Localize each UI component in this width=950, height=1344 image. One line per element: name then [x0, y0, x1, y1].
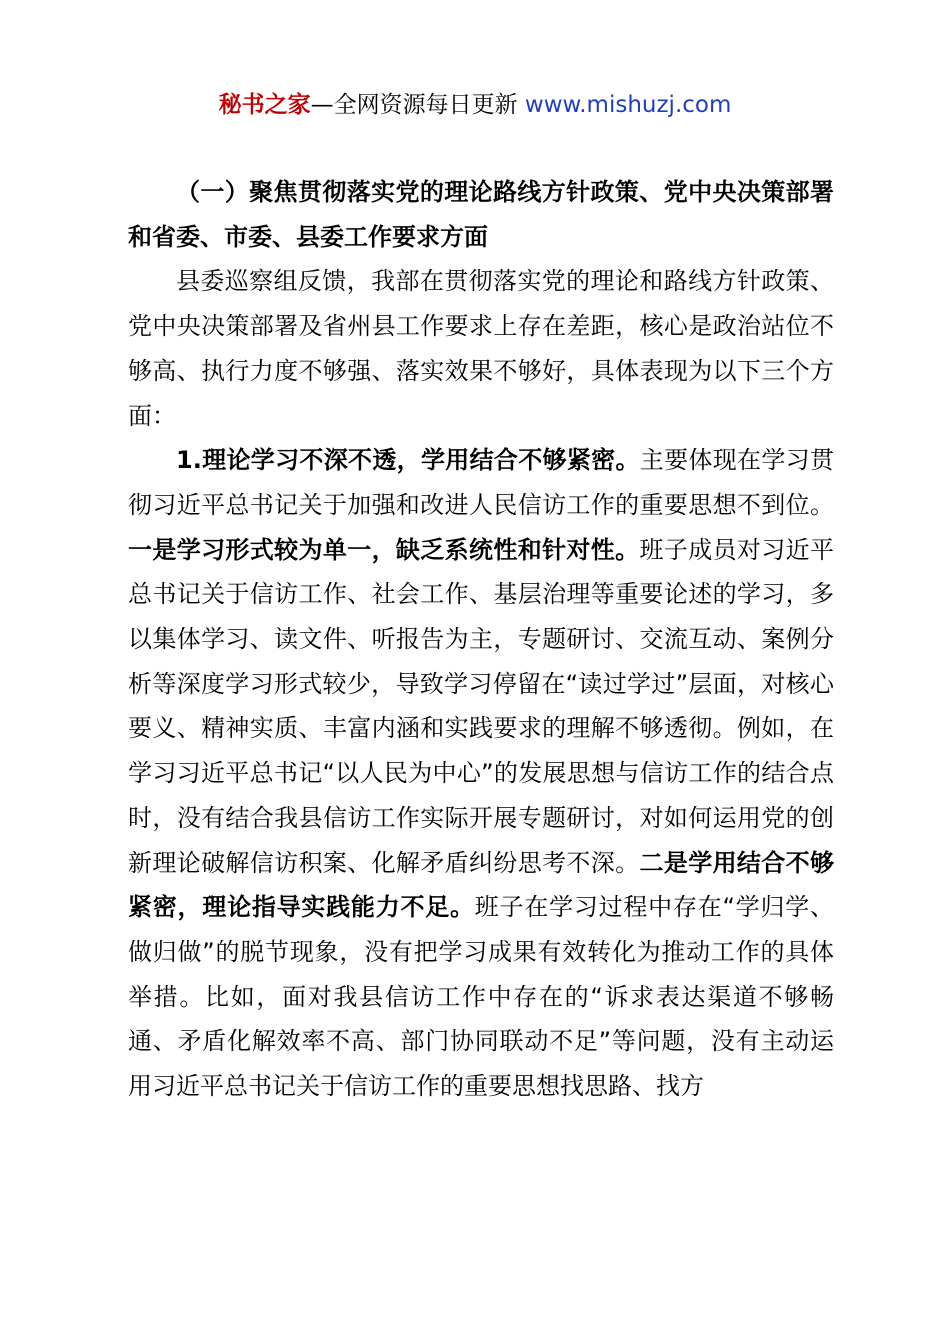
sub-point-1-text: 班子成员对习近平总书记关于信访工作、社会工作、基层治理等重要论述的学习，多以集体学习、读文件、听报告为主，专题研讨、交流互动、案例分析等深度学习形式较少，导致学习停留在“读过学过”层面，对核心要义、精神实质、丰富内涵和实践要求的理解不够透彻。例如，在学习习近平总书记“以人民为中心”的发展思想与信访工作的结合点时，没有结合我县信访工作实际开展专题研讨，对如何运用党的创新理论破解信访积案、化解矛盾纠纷思考不深。: [128, 535, 834, 877]
section-heading: （一）聚焦贯彻落实党的理论路线方针政策、党中央决策部署和省委、市委、县委工作要求方面: [128, 178, 834, 251]
point-1-paragraph: [128, 438, 834, 1109]
document-body: [128, 170, 834, 1109]
sub-point-1-title: 一是学习形式较为单一，缺乏系统性和针对性。: [128, 535, 640, 564]
brand-name: 秘书之家: [218, 92, 311, 118]
point-1-title: 1.理论学习不深不透，学用结合不够紧密。: [176, 446, 640, 475]
page-header: [0, 88, 950, 122]
sub-point-2-title: 二是学用结合不够紧密，理论指导实践能力不足。: [128, 848, 834, 922]
point-1-text: 主要体现在学习贯彻习近平总书记关于加强和改进人民信访工作的重要思想不到位。: [128, 446, 834, 519]
header-tagline: —全网资源每日更新: [310, 92, 525, 118]
website-link[interactable]: www.mishuzj.com: [524, 92, 732, 118]
sub-point-2-text: 班子在学习过程中存在“学归学、做归做”的脱节现象，没有把学习成果有效转化为推动工作的具体举措。比如，面对我县信访工作中存在的“诉求表达渠道不够畅通、矛盾化解效率不高、部门协同联动不足”等问题，没有主动运用习近平总书记关于信访工作的重要思想找思路、找方: [128, 893, 834, 1101]
intro-paragraph: 县委巡察组反馈，我部在贯彻落实党的理论和路线方针政策、党中央决策部署及省州县工作要求上存在差距，核心是政治站位不够高、执行力度不够强、落实效果不够好，具体表现为以下三个方面：: [128, 267, 834, 430]
